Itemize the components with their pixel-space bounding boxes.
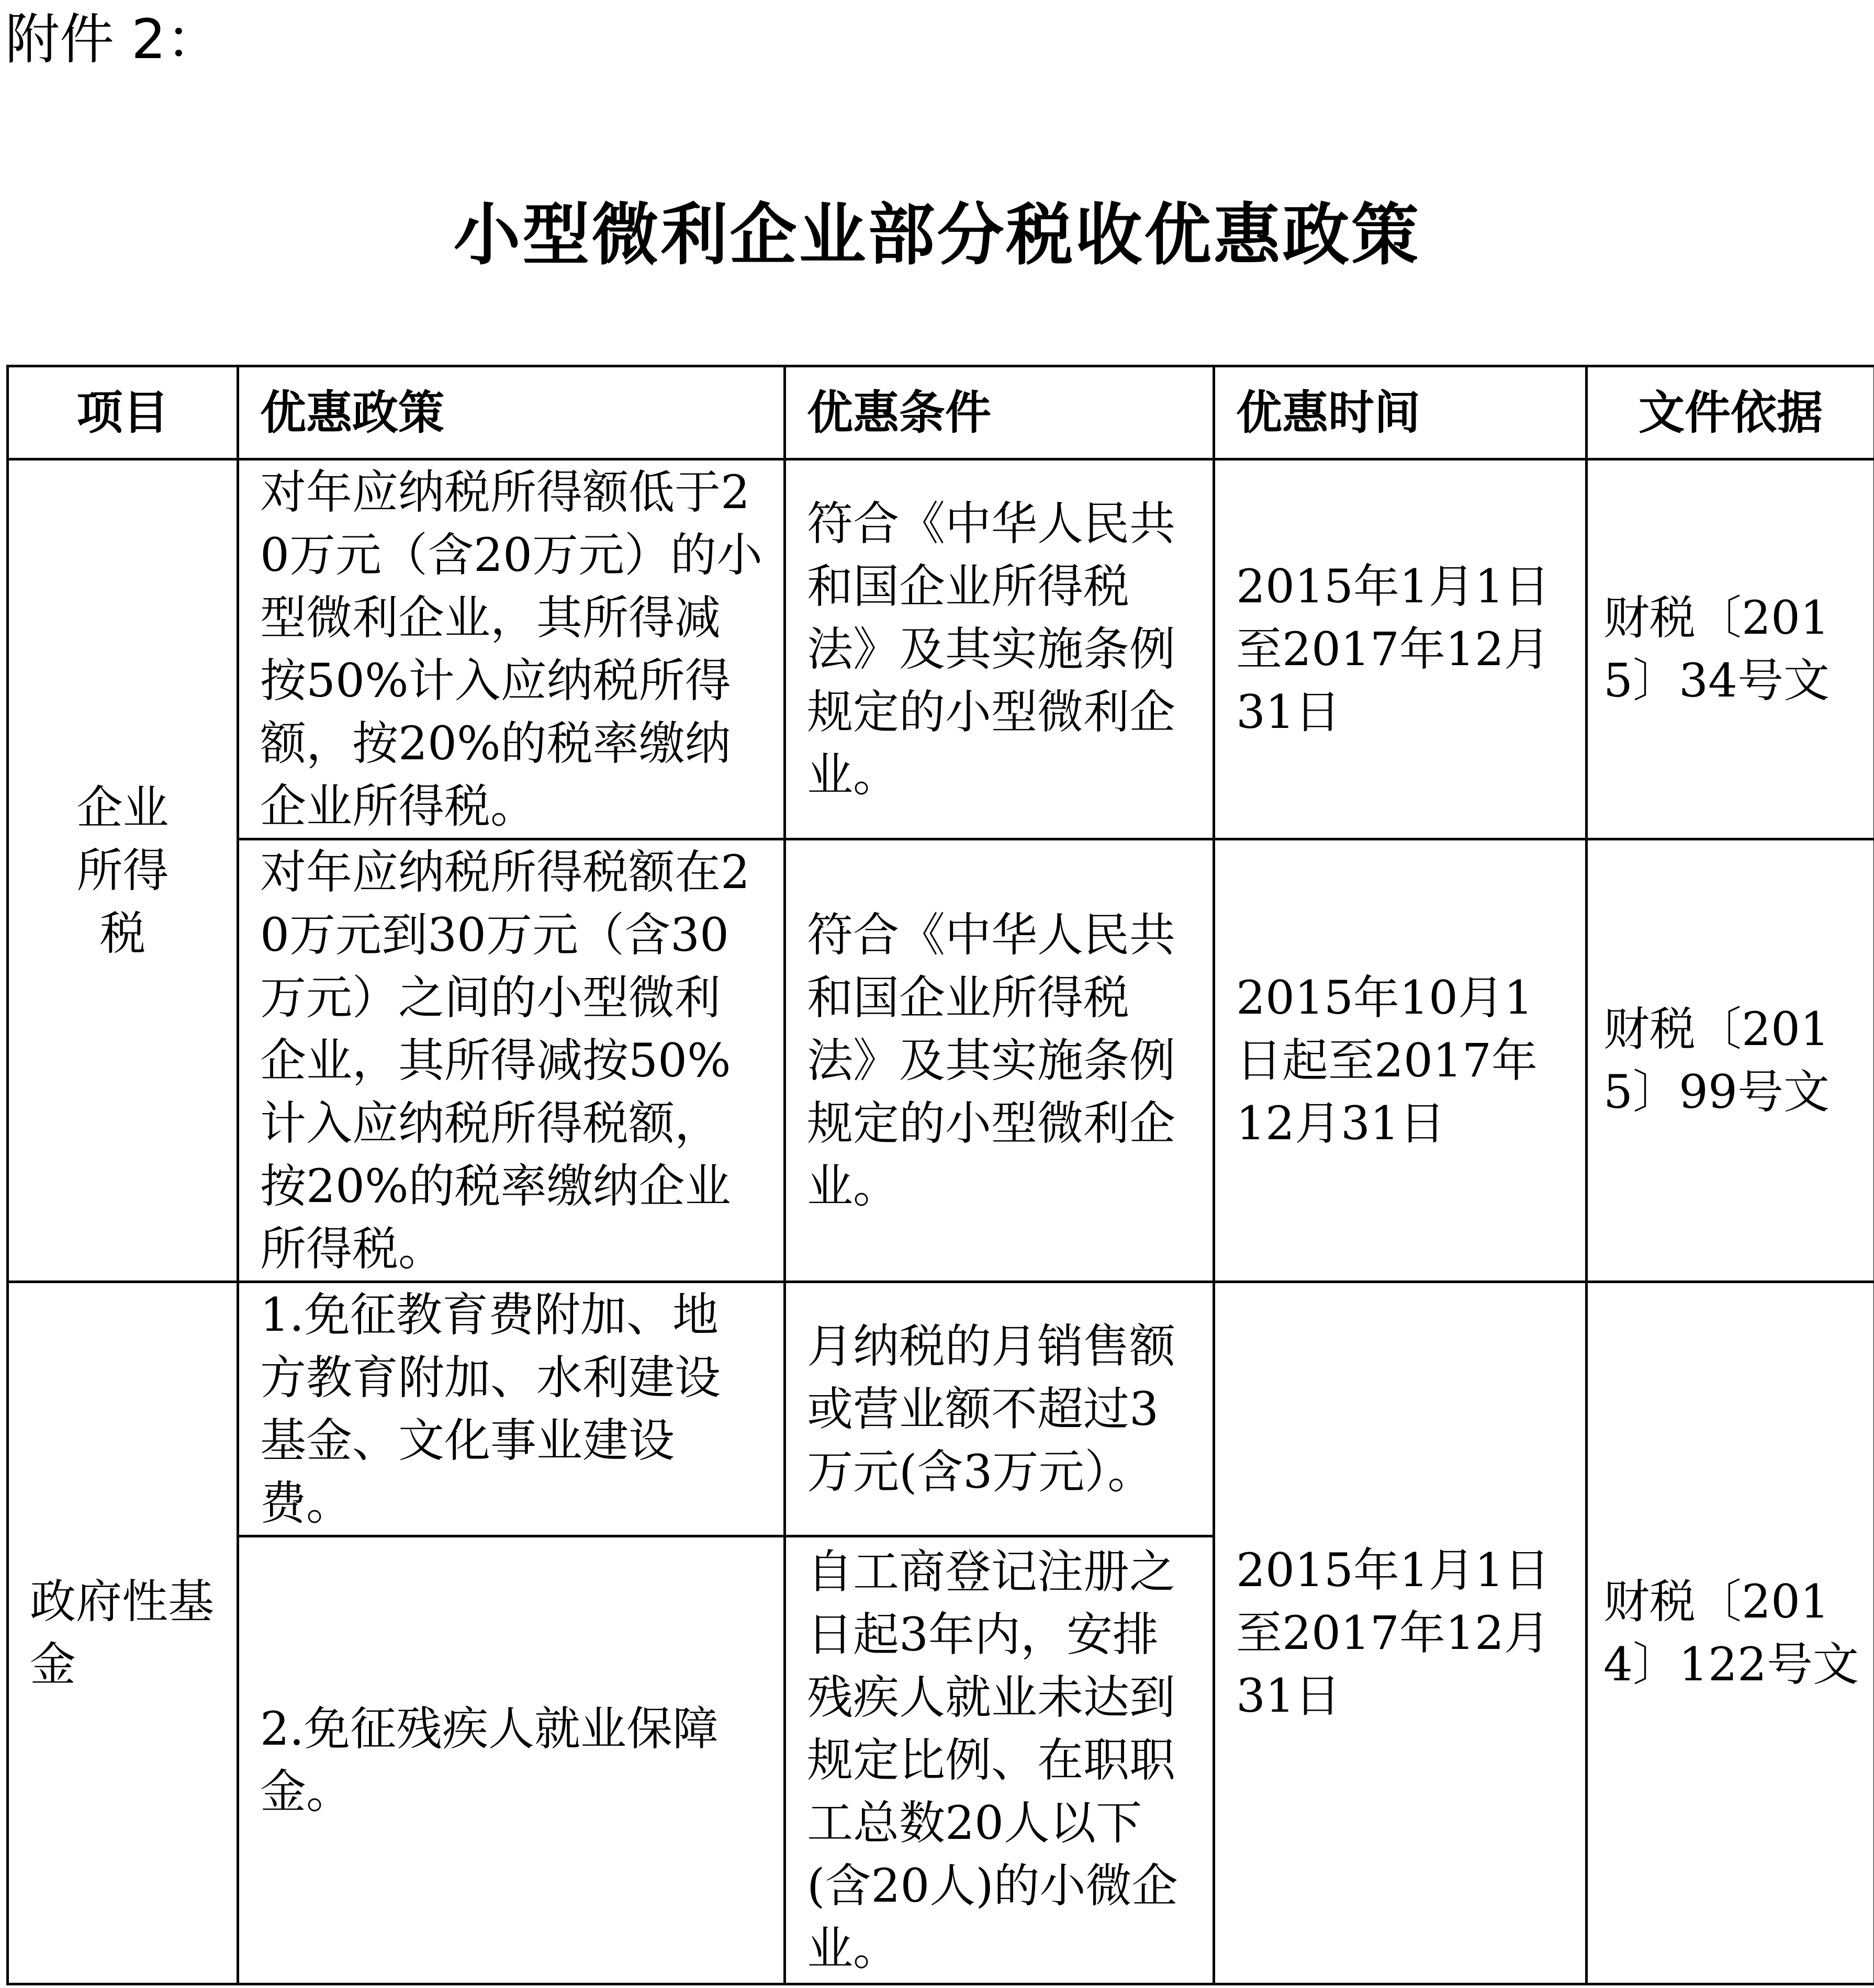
table-row [8,839,1874,1282]
header-item: 项目 [8,366,238,459]
attachment-label: 附件 2： [5,7,221,71]
basis-cell: 财税〔2015〕99号文 [1587,839,1874,1282]
table-header-row [8,366,1874,459]
item-cell-enterprise-income-tax [8,459,238,1282]
item-text: 企业所得税 [76,780,169,960]
item-cell-government-fund [8,1282,238,1984]
header-policy: 优惠政策 [238,366,785,459]
policy-cell: 2.免征残疾人就业保障金。 [238,1536,785,1984]
policy-cell: 对年应纳税所得额低于20万元（含20万元）的小型微利企业，其所得减按50%计入应纳税所得额，按20%的税率缴纳企业所得税。 [238,459,785,839]
header-basis: 文件依据 [1587,366,1874,459]
policy-table [6,365,1874,1985]
condition-cell: 符合《中华人民共和国企业所得税法》及其实施条例规定的小型微利企业。 [785,839,1214,1282]
document-title: 小型微利企业部分税收优惠政策 [453,196,1421,274]
period-cell: 2015年1月1日至2017年12月31日 [1214,459,1587,839]
period-cell: 2015年10月1日起至2017年12月31日 [1214,839,1587,1282]
policy-cell: 1.免征教育费附加、地方教育附加、水利建设基金、文化事业建设费。 [238,1282,785,1536]
condition-cell: 自工商登记注册之日起3年内，安排残疾人就业未达到规定比例、在职职工总数20人以下(含20人)的小微企业。 [785,1536,1214,1984]
condition-cell: 符合《中华人民共和国企业所得税法》及其实施条例规定的小型微利企业。 [785,459,1214,839]
basis-cell: 财税〔2015〕34号文 [1587,459,1874,839]
header-period: 优惠时间 [1214,366,1587,459]
table-row [8,1282,1874,1536]
period-cell: 2015年1月1日至2017年12月31日 [1214,1282,1587,1984]
table-row [8,459,1874,839]
basis-cell: 财税〔2014〕122号文 [1587,1282,1874,1984]
header-condition: 优惠条件 [785,366,1214,459]
item-text: 政府性基金 [30,1574,215,1691]
condition-cell: 月纳税的月销售额或营业额不超过3万元(含3万元）。 [785,1282,1214,1536]
policy-cell: 对年应纳税所得税额在20万元到30万元（含30万元）之间的小型微利企业，其所得减按50%计入应纳税所得税额，按20%的税率缴纳企业所得税。 [238,839,785,1282]
